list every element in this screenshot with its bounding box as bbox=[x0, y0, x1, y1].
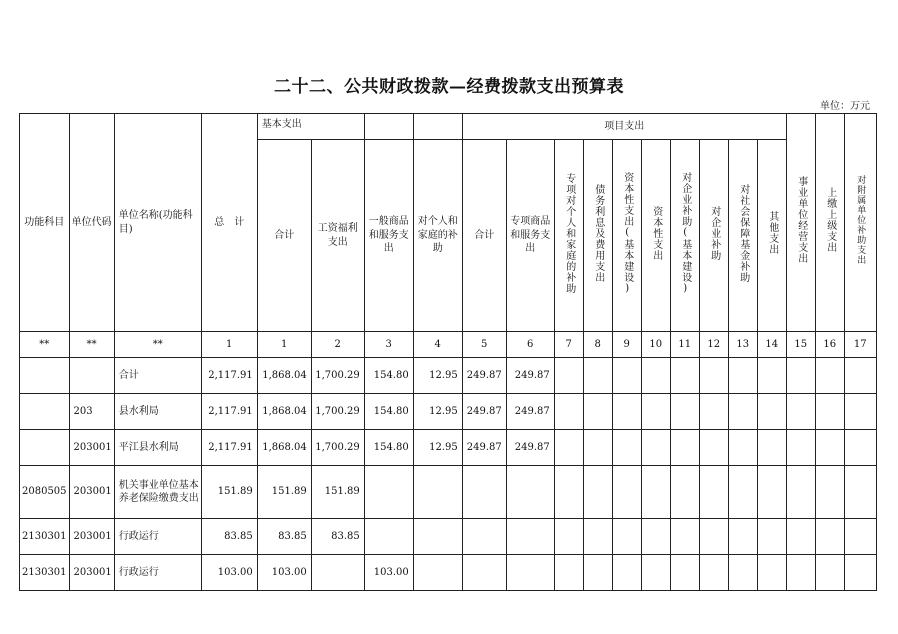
table-cell bbox=[670, 394, 699, 430]
table-cell: 83.85 bbox=[311, 519, 364, 555]
table-cell: 县水利局 bbox=[114, 394, 201, 430]
header-capital-text: 资本性支出 bbox=[650, 205, 662, 261]
table-cell bbox=[612, 394, 641, 430]
table-cell bbox=[815, 430, 844, 466]
table-cell bbox=[413, 519, 462, 555]
header-basic-group: 基本支出 bbox=[257, 114, 364, 140]
table-cell bbox=[757, 394, 786, 430]
header-other bbox=[757, 140, 786, 332]
table-cell: 103.00 bbox=[201, 555, 257, 591]
table-cell bbox=[612, 555, 641, 591]
table-cell: 15 bbox=[786, 332, 815, 358]
table-cell bbox=[815, 358, 844, 394]
table-cell bbox=[641, 394, 670, 430]
table-cell bbox=[844, 430, 876, 466]
table-cell bbox=[641, 430, 670, 466]
table-cell bbox=[757, 430, 786, 466]
header-ent-basic bbox=[670, 140, 699, 332]
table-row bbox=[20, 519, 877, 555]
table-cell: 249.87 bbox=[462, 430, 506, 466]
table-cell: 83.85 bbox=[201, 519, 257, 555]
table-cell bbox=[554, 555, 583, 591]
table-cell: 17 bbox=[844, 332, 876, 358]
header-social bbox=[728, 140, 757, 332]
table-cell bbox=[670, 555, 699, 591]
table-cell bbox=[462, 555, 506, 591]
header-total: 总 计 bbox=[201, 114, 257, 332]
table-cell bbox=[462, 466, 506, 519]
table-cell bbox=[641, 466, 670, 519]
table-cell: 2080505 bbox=[20, 466, 70, 519]
table-cell bbox=[641, 519, 670, 555]
table-cell: 2,117.91 bbox=[201, 430, 257, 466]
table-cell bbox=[583, 358, 612, 394]
table-cell: 154.80 bbox=[364, 358, 413, 394]
table-cell: 1,700.29 bbox=[311, 394, 364, 430]
table-cell bbox=[20, 358, 70, 394]
table-cell bbox=[699, 358, 728, 394]
header-ent-basic-text: 对企业补助(基本建设) bbox=[679, 171, 691, 295]
header-business-text: 事业单位经营支出 bbox=[795, 176, 807, 265]
table-cell bbox=[641, 555, 670, 591]
table-cell bbox=[641, 358, 670, 394]
table-cell: 行政运行 bbox=[114, 519, 201, 555]
table-cell: 151.89 bbox=[257, 466, 311, 519]
header-func-subject: 功能科目 bbox=[20, 114, 70, 332]
table-cell: ** bbox=[69, 332, 114, 358]
header-unit-name: 单位名称(功能科目) bbox=[114, 114, 201, 332]
table-cell bbox=[757, 466, 786, 519]
table-cell: 154.80 bbox=[364, 394, 413, 430]
table-cell bbox=[728, 430, 757, 466]
table-cell bbox=[554, 394, 583, 430]
table-cell: 1,868.04 bbox=[257, 430, 311, 466]
table-cell bbox=[844, 519, 876, 555]
header-business bbox=[786, 114, 815, 332]
table-cell: 16 bbox=[815, 332, 844, 358]
header-proj-personal-text: 专项对个人和家庭的补助 bbox=[563, 172, 575, 294]
table-cell bbox=[413, 466, 462, 519]
table-cell: 行政运行 bbox=[114, 555, 201, 591]
table-cell bbox=[786, 358, 815, 394]
table-cell bbox=[699, 519, 728, 555]
table-cell bbox=[554, 430, 583, 466]
header-affiliated bbox=[844, 114, 876, 332]
table-cell bbox=[506, 519, 554, 555]
table-cell: 12.95 bbox=[413, 394, 462, 430]
table-cell bbox=[506, 555, 554, 591]
header-social-text: 对社会保障基金补助 bbox=[737, 183, 749, 283]
header-debt bbox=[583, 140, 612, 332]
header-affiliated-text: 对附属单位补助支出 bbox=[855, 175, 866, 266]
table-cell: 249.87 bbox=[506, 358, 554, 394]
table-cell bbox=[506, 466, 554, 519]
table-cell: 1,868.04 bbox=[257, 394, 311, 430]
table-cell bbox=[612, 519, 641, 555]
table-cell: 14 bbox=[757, 332, 786, 358]
index-row bbox=[20, 332, 877, 358]
table-cell bbox=[699, 466, 728, 519]
table-cell: 4 bbox=[413, 332, 462, 358]
page-title: 二十二、公共财政拨款—经费拨款支出预算表 bbox=[274, 77, 624, 97]
table-cell bbox=[844, 555, 876, 591]
table-cell: 203001 bbox=[69, 466, 114, 519]
header-proj-total: 合计 bbox=[462, 140, 506, 332]
table-cell: 6 bbox=[506, 332, 554, 358]
table-cell bbox=[311, 555, 364, 591]
table-cell bbox=[462, 519, 506, 555]
table-cell bbox=[728, 519, 757, 555]
table-cell bbox=[20, 394, 70, 430]
table-cell: 2,117.91 bbox=[201, 358, 257, 394]
table-cell bbox=[364, 466, 413, 519]
table-cell bbox=[786, 430, 815, 466]
table-cell: 103.00 bbox=[364, 555, 413, 591]
table-cell bbox=[583, 519, 612, 555]
table-cell: 1,868.04 bbox=[257, 358, 311, 394]
table-cell: 2130301 bbox=[20, 519, 70, 555]
table-cell bbox=[20, 430, 70, 466]
table-cell: 151.89 bbox=[201, 466, 257, 519]
table-cell bbox=[728, 394, 757, 430]
table-cell bbox=[583, 466, 612, 519]
table-cell bbox=[670, 519, 699, 555]
table-cell bbox=[699, 555, 728, 591]
table-cell bbox=[583, 430, 612, 466]
table-cell: 2 bbox=[311, 332, 364, 358]
table-cell: 1,700.29 bbox=[311, 358, 364, 394]
table-cell bbox=[815, 519, 844, 555]
table-cell bbox=[844, 466, 876, 519]
table-cell: 203 bbox=[69, 394, 114, 430]
table-cell: 83.85 bbox=[257, 519, 311, 555]
table-cell bbox=[612, 430, 641, 466]
table-cell bbox=[364, 519, 413, 555]
header-ent-text: 对企业补助 bbox=[708, 205, 720, 261]
table-cell bbox=[612, 358, 641, 394]
header-project-group: 项目支出 bbox=[462, 114, 786, 140]
header-ent bbox=[699, 140, 728, 332]
header-capital-basic-text: 资本性支出(基本建设) bbox=[621, 171, 633, 295]
header-upper bbox=[815, 114, 844, 332]
table-cell: 103.00 bbox=[257, 555, 311, 591]
table-cell bbox=[670, 358, 699, 394]
budget-table bbox=[19, 113, 877, 591]
header-capital-basic bbox=[612, 140, 641, 332]
table-cell: 8 bbox=[583, 332, 612, 358]
table-cell bbox=[786, 394, 815, 430]
table-cell bbox=[757, 358, 786, 394]
table-cell: 1,700.29 bbox=[311, 430, 364, 466]
table-cell: 203001 bbox=[69, 519, 114, 555]
header-goods: 一般商品和服务支出 bbox=[364, 140, 413, 332]
table-cell: ** bbox=[114, 332, 201, 358]
table-cell: 2130301 bbox=[20, 555, 70, 591]
table-cell: 203001 bbox=[69, 555, 114, 591]
table-cell: 9 bbox=[612, 332, 641, 358]
table-cell: 249.87 bbox=[506, 394, 554, 430]
table-cell: 151.89 bbox=[311, 466, 364, 519]
table-cell: 203001 bbox=[69, 430, 114, 466]
header-salary: 工资福利支出 bbox=[311, 140, 364, 332]
table-cell: 合计 bbox=[114, 358, 201, 394]
table-cell: 3 bbox=[364, 332, 413, 358]
table-cell: 249.87 bbox=[462, 358, 506, 394]
table-cell bbox=[786, 555, 815, 591]
table-cell bbox=[583, 555, 612, 591]
table-cell bbox=[844, 358, 876, 394]
table-cell: 7 bbox=[554, 332, 583, 358]
table-cell bbox=[69, 358, 114, 394]
table-cell bbox=[699, 430, 728, 466]
table-cell bbox=[844, 394, 876, 430]
table-cell bbox=[757, 519, 786, 555]
table-cell: 2,117.91 bbox=[201, 394, 257, 430]
table-cell bbox=[815, 466, 844, 519]
header-empty bbox=[413, 114, 462, 140]
table-cell: 1 bbox=[201, 332, 257, 358]
table-cell bbox=[699, 394, 728, 430]
table-cell bbox=[554, 358, 583, 394]
header-proj-goods: 专项商品和服务支出 bbox=[506, 140, 554, 332]
table-cell: 11 bbox=[670, 332, 699, 358]
table-row bbox=[20, 358, 877, 394]
table-cell bbox=[670, 430, 699, 466]
header-personal: 对个人和家庭的补助 bbox=[413, 140, 462, 332]
table-cell: 5 bbox=[462, 332, 506, 358]
unit-label: 单位：万元 bbox=[820, 101, 870, 112]
table-cell bbox=[728, 555, 757, 591]
table-cell bbox=[413, 555, 462, 591]
table-body bbox=[20, 332, 877, 591]
table-cell bbox=[815, 394, 844, 430]
table-cell bbox=[670, 466, 699, 519]
header-debt-text: 债务利息及费用支出 bbox=[592, 183, 604, 283]
table-row bbox=[20, 466, 877, 519]
table-cell: ** bbox=[20, 332, 70, 358]
table-cell: 249.87 bbox=[506, 430, 554, 466]
header-unit-code: 单位代码 bbox=[69, 114, 114, 332]
table-cell bbox=[728, 358, 757, 394]
table-cell: 12.95 bbox=[413, 430, 462, 466]
table-cell: 1 bbox=[257, 332, 311, 358]
table-cell bbox=[554, 519, 583, 555]
header-proj-personal bbox=[554, 140, 583, 332]
table-cell bbox=[786, 519, 815, 555]
table-cell: 249.87 bbox=[462, 394, 506, 430]
table-cell: 12.95 bbox=[413, 358, 462, 394]
table-cell bbox=[554, 466, 583, 519]
header-empty bbox=[364, 114, 413, 140]
table-cell bbox=[757, 555, 786, 591]
table-row bbox=[20, 430, 877, 466]
table-row bbox=[20, 555, 877, 591]
table-cell: 154.80 bbox=[364, 430, 413, 466]
header-upper-text: 上缴上级支出 bbox=[824, 187, 836, 254]
table-cell bbox=[786, 466, 815, 519]
table-cell bbox=[728, 466, 757, 519]
table-cell: 12 bbox=[699, 332, 728, 358]
table-cell bbox=[815, 555, 844, 591]
table-cell: 机关事业单位基本养老保险缴费支出 bbox=[114, 466, 201, 519]
table-row bbox=[20, 394, 877, 430]
table-cell bbox=[583, 394, 612, 430]
table-cell: 平江县水利局 bbox=[114, 430, 201, 466]
header-other-text: 其他支出 bbox=[766, 211, 778, 256]
table-cell bbox=[612, 466, 641, 519]
header-capital bbox=[641, 140, 670, 332]
header-basic-total: 合计 bbox=[257, 140, 311, 332]
table-cell: 13 bbox=[728, 332, 757, 358]
table-cell: 10 bbox=[641, 332, 670, 358]
